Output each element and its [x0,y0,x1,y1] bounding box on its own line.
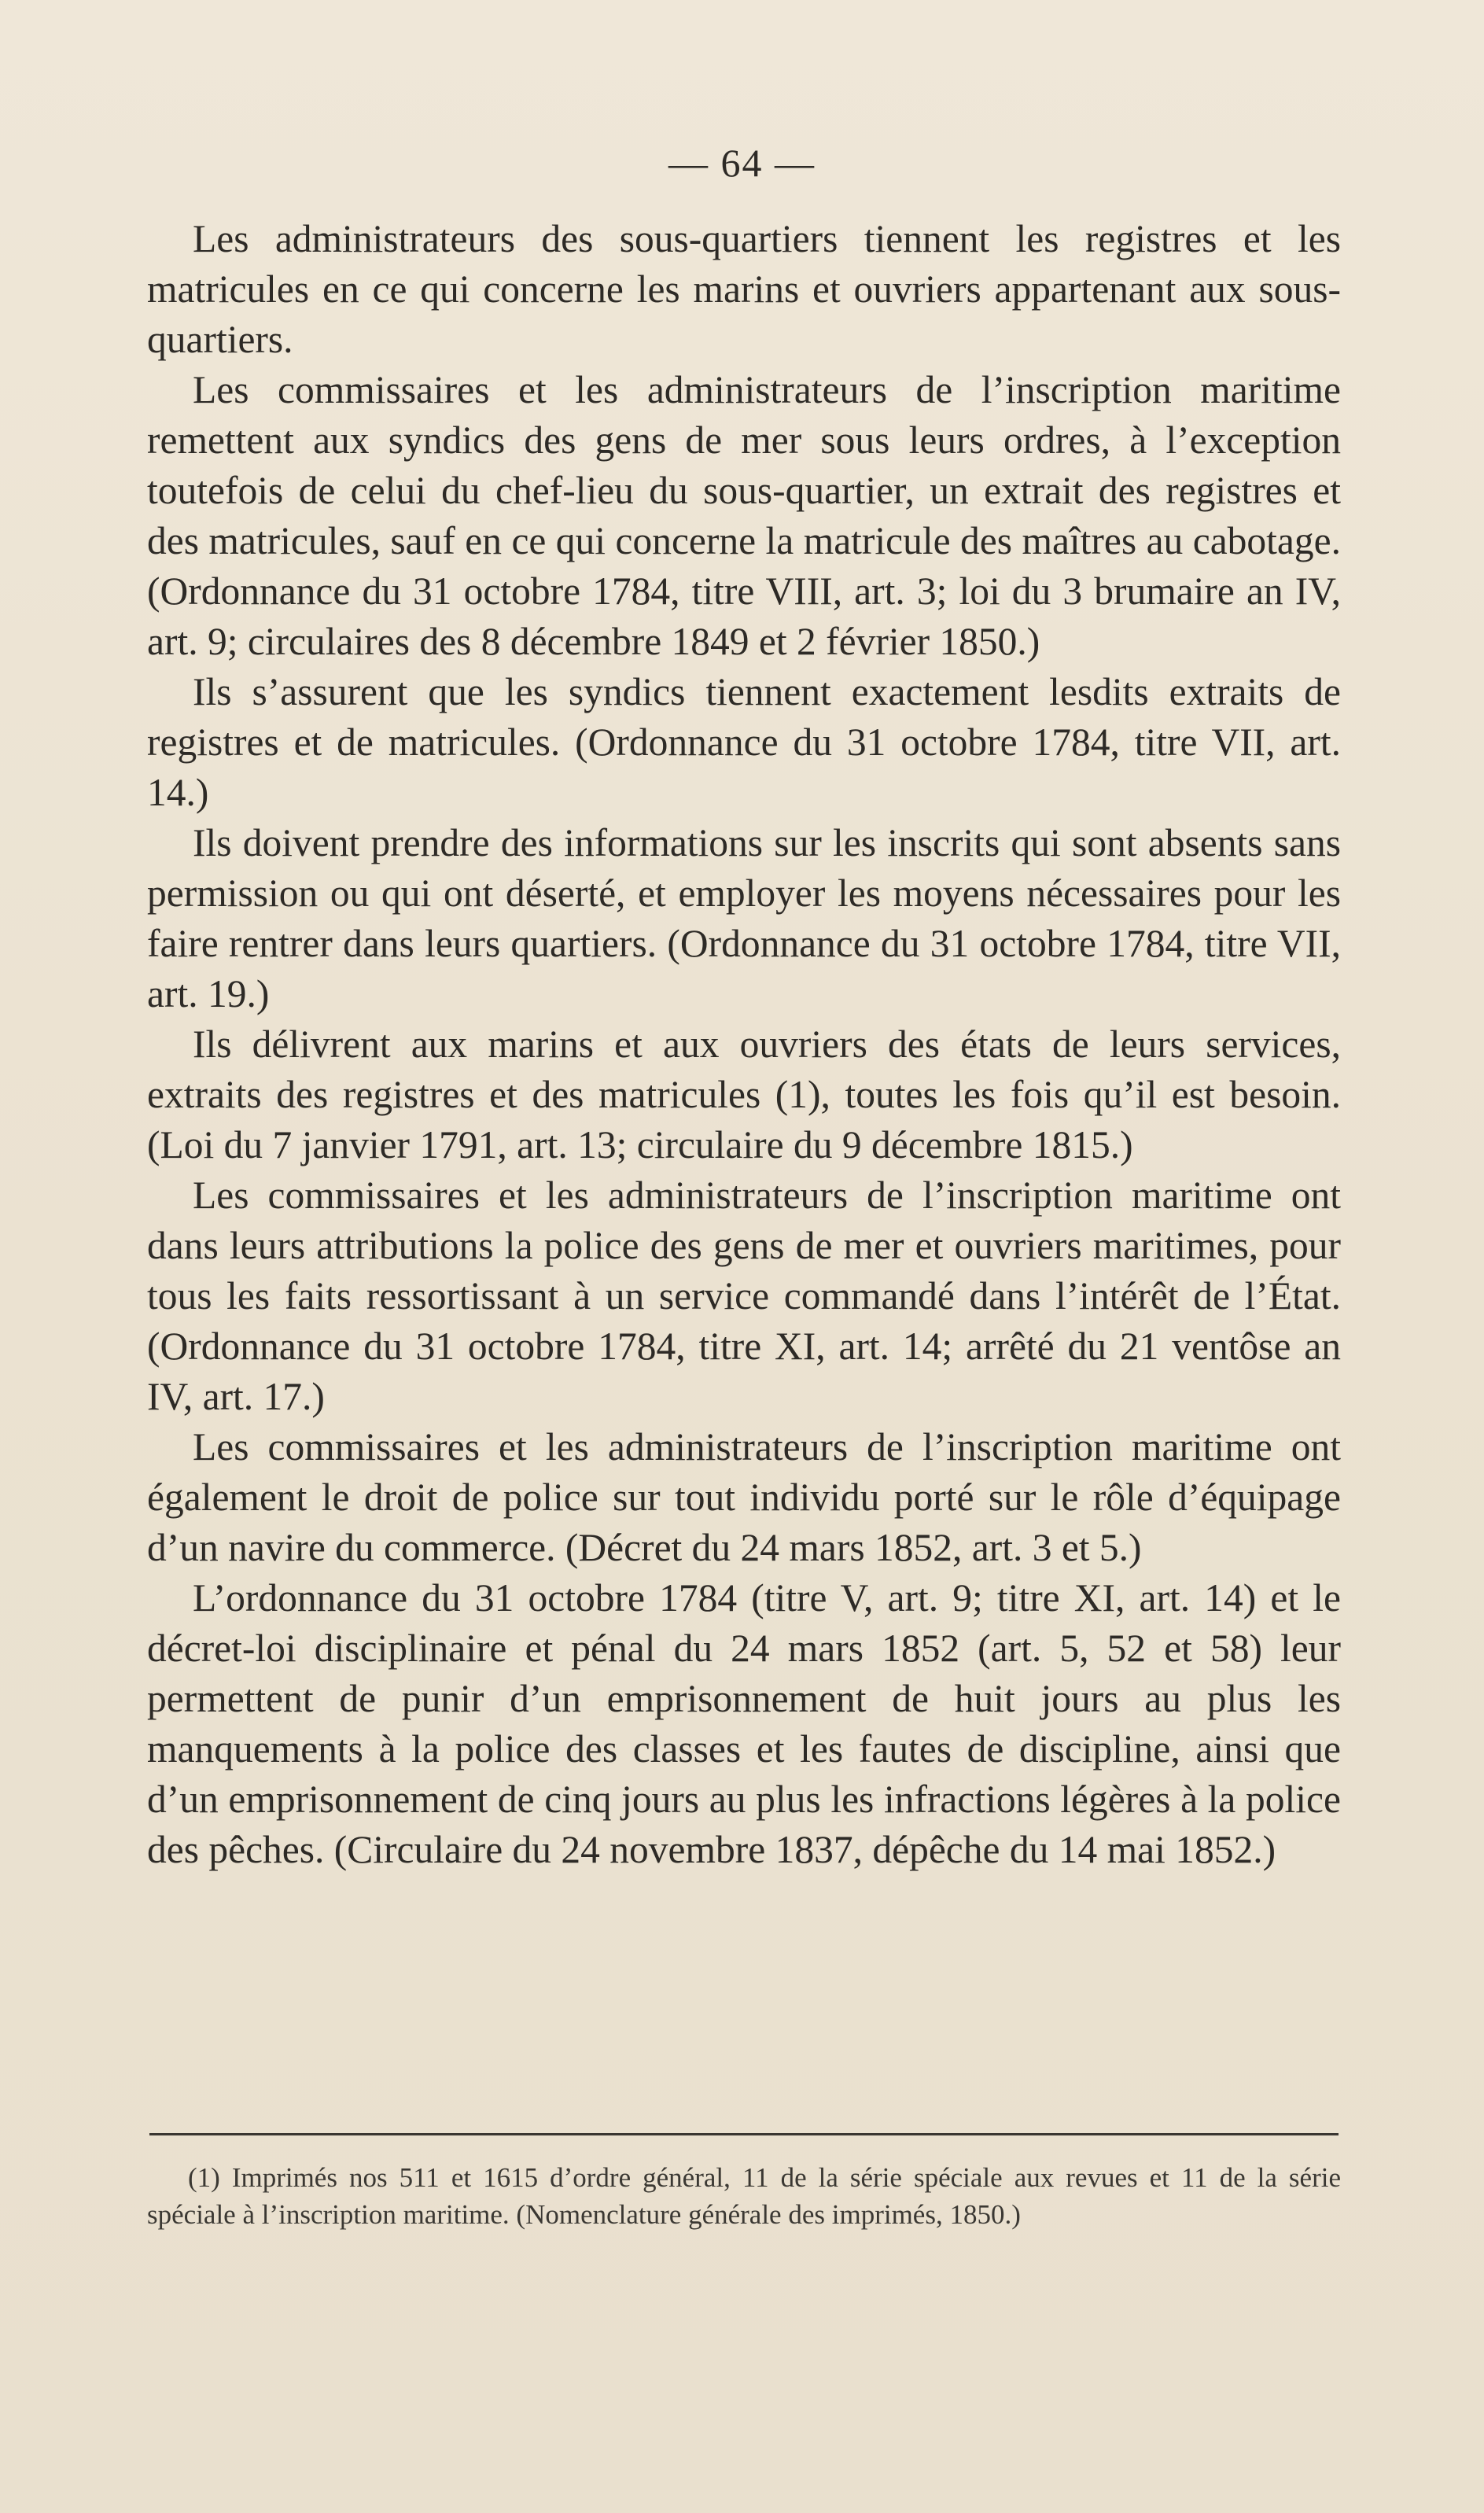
page-number: — 64 — [668,141,816,185]
paragraph: Ils doivent prendre des informations sur les inscrits qui sont absents sans permission ou qui ont déserté, et employer les moyens nécessaires pour les faire rentrer dans leurs quartiers. (Ordonnance du 31 octobre 1784, titre VII, art. 19.) [147,821,1341,1015]
body-text [147,214,1341,1875]
paragraph: Les commissaires et les administrateurs de l’inscription maritime remettent aux syndics des gens de mer sous leurs ordres, à l’exception toutefois de celui du chef-lieu du sous-quartier, un extrait des registres et des matricules, sauf en ce qui concerne la matricule des maîtres au cabotage. (Ordonnance du 31 octobre 1784, titre VIII, art. 3; loi du 3 brumaire an IV, art. 9; circulaires des 8 décembre 1849 et 2 février 1850.) [147,368,1341,663]
footnote-divider [149,2133,1339,2135]
paragraph: Les commissaires et les administrateurs de l’inscription maritime ont également le droit de police sur tout individu porté sur le rôle d’équipage d’un navire du commerce. (Décret du 24 mars 1852, art. 3 et 5.) [147,1425,1341,1569]
footnote [147,2159,1341,2233]
paragraph: Ils s’assurent que les syndics tiennent exactement lesdits extraits de registres et de matricules. (Ordonnance du 31 octobre 1784, titre VII, art. 14.) [147,670,1341,814]
footnote-text: (1) Imprimés nos 511 et 1615 d’ordre général, 11 de la série spéciale aux revues et 11 de la série spéciale à l’inscription maritime. (Nomenclature générale des imprimés, 1850.) [147,2162,1341,2230]
paragraph: L’ordonnance du 31 octobre 1784 (titre V, art. 9; titre XI, art. 14) et le décret-loi disciplinaire et pénal du 24 mars 1852 (art. 5, 52 et 58) leur permettent de punir d’un emprisonnement de huit jours au plus les manquements à la police des classes et les fautes de discipline, ainsi que d’un emprisonnement de cinq jours au plus les infractions légères à la police des pêches. (Circulaire du 24 novembre 1837, dépêche du 14 mai 1852.) [147,1576,1341,1871]
paragraph: Ils délivrent aux marins et aux ouvriers des états de leurs services, extraits des registres et des matricules (1), toutes les fois qu’il est besoin. (Loi du 7 janvier 1791, art. 13; circulaire du 9 décembre 1815.) [147,1023,1341,1166]
paragraph: Les administrateurs des sous-quartiers tiennent les registres et les matricules en ce qui concerne les marins et ouvriers appartenant aux sous-quartiers. [147,217,1341,361]
paragraph: Les commissaires et les administrateurs de l’inscription maritime ont dans leurs attributions la police des gens de mer et ouvriers maritimes, pour tous les faits ressortissant à un service commandé dans l’intérêt de l’État. (Ordonnance du 31 octobre 1784, titre XI, art. 14; arrêté du 21 ventôse an IV, art. 17.) [147,1174,1341,1418]
